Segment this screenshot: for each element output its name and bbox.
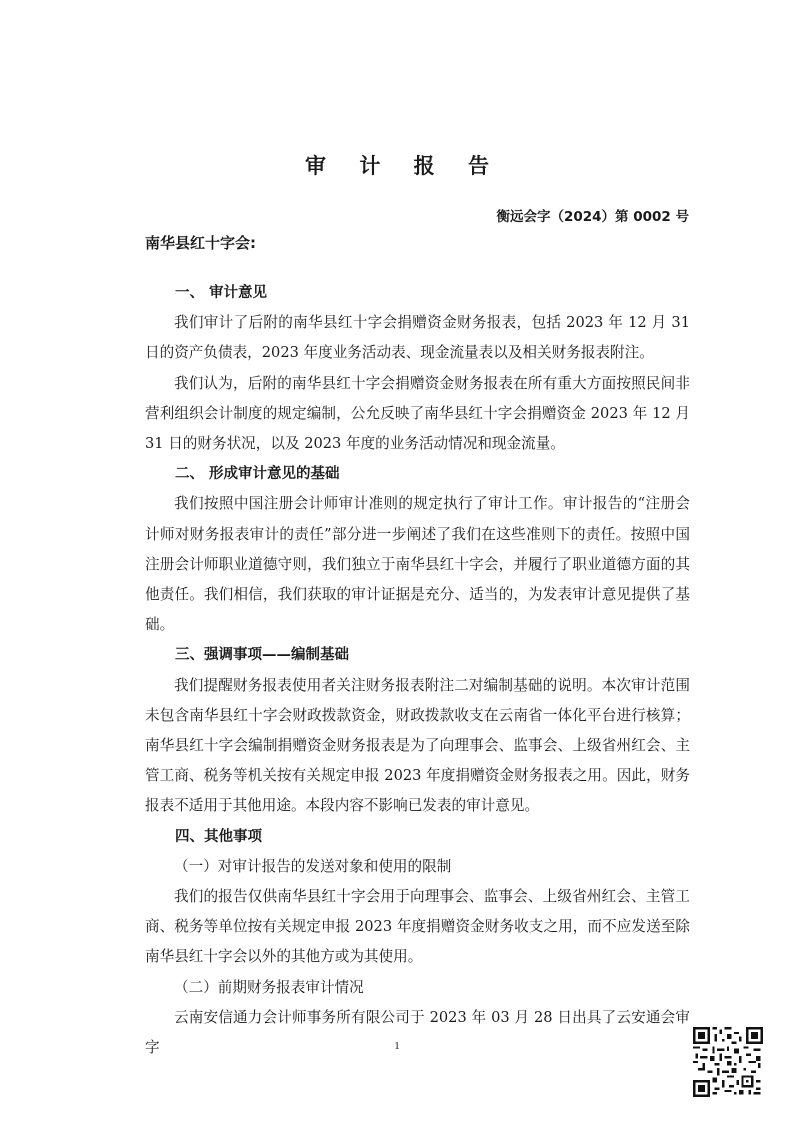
paragraph: 我们提醒财务报表使用者关注财务报表附注二对编制基础的说明。本次审计范围未包含南华县红十字会财政拨款资金，财政拨款收支在云南省一体化平台进行核算；南华县红十字会编制捐赠资金财务报表是为了向理事会、监事会、上级省州红会、主管工商、税务等机关按有关规定申报 2023 年度捐赠资金财务报表之用。因此，财务报表不适用于其他用途。本段内容不影响已发表的审计意见。: [145, 676, 690, 815]
page-number: 1: [394, 1040, 400, 1052]
section-heading-other-matters: 四、其他事项: [175, 828, 262, 845]
section-heading-audit-opinion: 一、 审计意见: [175, 285, 268, 301]
page-title: 审 计 报 告: [305, 154, 502, 178]
paragraph: 我们按照中国注册会计师审计准则的规定执行了审计工作。审计报告的“注册会计师对财务报表审计的责任”部分进一步阐述了我们在这些准则下的责任。按照中国注册会计师职业道德守则，我们独立于南华县红十字会，并履行了职业道德方面的其他责任。我们相信，我们获取的审计证据是充分、适当的，为发表审计意见提供了基础。: [145, 495, 690, 634]
qr-code-icon: [693, 1027, 763, 1097]
subsection-heading: （一）对审计报告的发送对象和使用的限制: [174, 857, 452, 875]
paragraph: 我们审计了后附的南华县红十字会捐赠资金财务报表，包括 2023 年 12 月 31 日的资产负债表，2023 年度业务活动表、现金流量表以及相关财务报表附注。: [145, 314, 690, 362]
section-heading-basis-for-opinion: 二、 形成审计意见的基础: [175, 466, 340, 483]
subsection-heading: （二）前期财务报表审计情况: [174, 978, 364, 996]
section-heading-emphasis-of-matter: 三、强调事项——编制基础: [175, 647, 349, 664]
addressee: 南华县红十字会:: [145, 234, 256, 252]
report-body: [145, 278, 690, 1063]
paragraph: 云南安信通力会计师事务所有限公司于 2023 年 03 月 28 日出具了云安通会审字: [145, 1008, 690, 1057]
document-number: 衡远会字（2024）第 0002 号: [496, 209, 689, 225]
paragraph: 我们认为，后附的南华县红十字会捐赠资金财务报表在所有重大方面按照民间非营利组织会计制度的规定编制，公允反映了南华县红十字会捐赠资金 2023 年 12 月 31 日的财务状况，以及 2023 年度的业务活动情况和现金流量。: [145, 374, 690, 453]
paragraph: 我们的报告仅供南华县红十字会用于向理事会、监事会、上级省州红会、主管工商、税务等单位按有关规定申报 2023 年度捐赠资金财务收支之用，而不应发送至除南华县红十字会以外的其他方或为其使用。: [145, 888, 690, 966]
